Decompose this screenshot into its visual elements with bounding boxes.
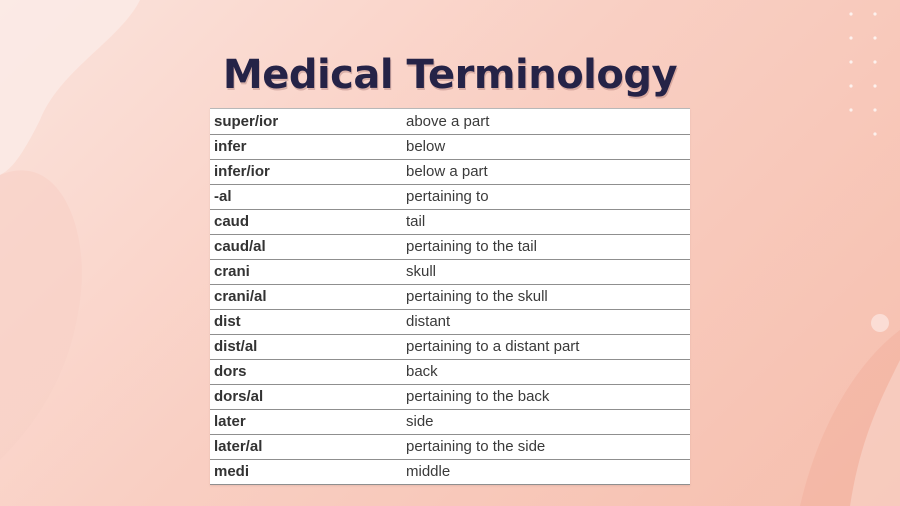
bubble (871, 314, 889, 332)
definition-cell: side (398, 409, 690, 434)
table-row (210, 309, 690, 334)
table-body (210, 109, 690, 484)
definition-cell: tail (398, 209, 690, 234)
table-row (210, 459, 690, 484)
table-row (210, 159, 690, 184)
term-cell: infer/ior (210, 159, 398, 184)
table-row (210, 134, 690, 159)
definition-cell: distant (398, 309, 690, 334)
table-row (210, 234, 690, 259)
table-row (210, 109, 690, 134)
definition-cell: below a part (398, 159, 690, 184)
definition-cell: pertaining to the skull (398, 284, 690, 309)
term-cell: medi (210, 459, 398, 484)
term-cell: dors (210, 359, 398, 384)
page-title: Medical Terminology (222, 52, 678, 98)
definition-cell: below (398, 134, 690, 159)
definition-cell: middle (398, 459, 690, 484)
term-cell: crani/al (210, 284, 398, 309)
term-cell: dist/al (210, 334, 398, 359)
table-row (210, 184, 690, 209)
definition-cell: pertaining to a distant part (398, 334, 690, 359)
definition-cell: skull (398, 259, 690, 284)
table-row (210, 209, 690, 234)
left-wave (0, 170, 82, 460)
table-row (210, 334, 690, 359)
term-cell: dist (210, 309, 398, 334)
term-cell: crani (210, 259, 398, 284)
term-cell: infer (210, 134, 398, 159)
definition-cell: pertaining to the side (398, 434, 690, 459)
definition-cell: pertaining to the back (398, 384, 690, 409)
term-cell: super/ior (210, 109, 398, 134)
definition-cell: pertaining to (398, 184, 690, 209)
term-cell: -al (210, 184, 398, 209)
table-row (210, 284, 690, 309)
term-cell: dors/al (210, 384, 398, 409)
table-row (210, 359, 690, 384)
term-cell: later/al (210, 434, 398, 459)
terminology-table (210, 108, 690, 485)
term-cell: caud (210, 209, 398, 234)
definition-cell: pertaining to the tail (398, 234, 690, 259)
table-row (210, 384, 690, 409)
table-row (210, 259, 690, 284)
term-cell: later (210, 409, 398, 434)
table-row (210, 434, 690, 459)
definition-cell: back (398, 359, 690, 384)
definition-cell: above a part (398, 109, 690, 134)
term-cell: caud/al (210, 234, 398, 259)
table-row (210, 409, 690, 434)
